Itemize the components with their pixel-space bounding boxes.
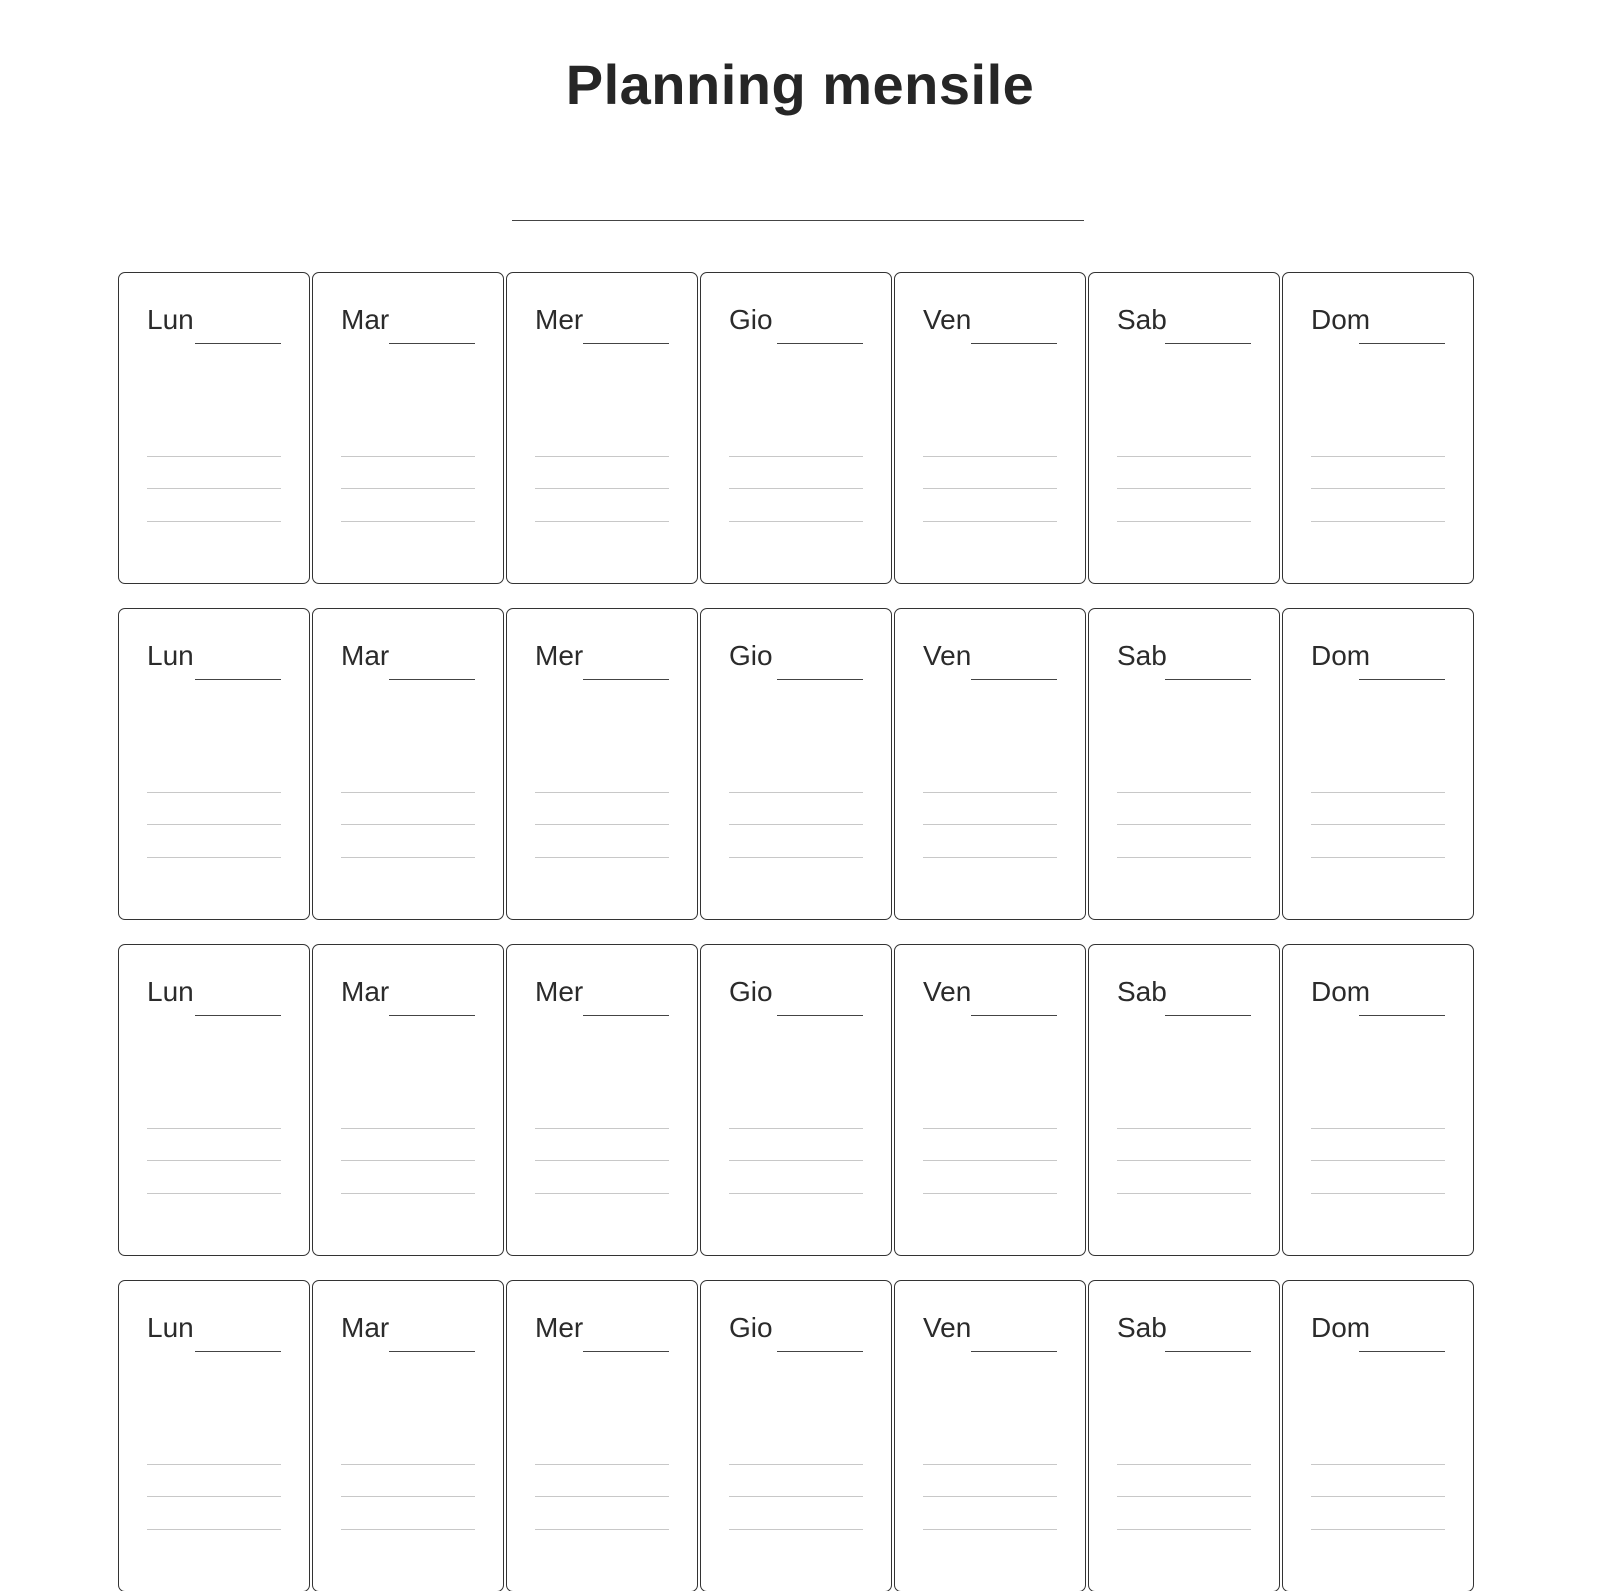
day-label: Sab [1117,640,1167,671]
note-line[interactable] [341,857,475,858]
date-line[interactable] [583,343,669,344]
date-line[interactable] [389,679,475,680]
note-line[interactable] [729,456,863,457]
note-line[interactable] [535,1496,669,1497]
note-line[interactable] [535,1128,669,1129]
day-cell[interactable] [506,944,698,1256]
day-cell[interactable] [312,272,504,584]
note-line[interactable] [1117,824,1251,825]
date-line[interactable] [389,1015,475,1016]
note-line[interactable] [535,488,669,489]
day-cell[interactable] [1088,944,1280,1256]
note-line[interactable] [729,1529,863,1530]
note-line[interactable] [535,1464,669,1465]
note-line[interactable] [729,521,863,522]
day-label: Dom [1311,640,1371,671]
day-cell[interactable] [1088,608,1280,920]
day-label: Mar [341,640,390,671]
note-line[interactable] [923,1128,1057,1129]
date-line[interactable] [583,1351,669,1352]
note-line[interactable] [1117,792,1251,793]
date-line[interactable] [971,679,1057,680]
month-grid [118,272,1478,1591]
day-label: Mer [535,640,584,671]
day-label: Gio [729,976,773,1007]
note-line[interactable] [147,488,281,489]
page-title: Planning mensile [565,53,1035,116]
day-cell[interactable] [894,1280,1086,1591]
note-line[interactable] [1311,1193,1445,1194]
note-line[interactable] [341,1160,475,1161]
day-label: Mer [535,1312,584,1343]
note-line[interactable] [729,1496,863,1497]
note-line[interactable] [923,1464,1057,1465]
note-line[interactable] [923,521,1057,522]
note-line[interactable] [729,792,863,793]
note-line[interactable] [535,857,669,858]
date-line[interactable] [1359,1351,1445,1352]
note-line[interactable] [1117,1496,1251,1497]
note-line[interactable] [147,456,281,457]
note-line[interactable] [535,1160,669,1161]
day-cell[interactable] [894,944,1086,1256]
date-line[interactable] [1165,343,1251,344]
date-line[interactable] [1165,679,1251,680]
week-row [118,272,1478,584]
note-line[interactable] [341,521,475,522]
note-line[interactable] [535,521,669,522]
day-label: Mer [535,304,584,335]
day-cell[interactable] [1282,272,1474,584]
day-cell[interactable] [118,944,310,1256]
note-line[interactable] [1311,824,1445,825]
day-cell[interactable] [1282,944,1474,1256]
note-line[interactable] [1311,1128,1445,1129]
note-line[interactable] [147,1496,281,1497]
day-cell[interactable] [118,608,310,920]
date-line[interactable] [195,1351,281,1352]
note-line[interactable] [1117,1160,1251,1161]
note-line[interactable] [147,1464,281,1465]
day-cell[interactable] [894,272,1086,584]
day-label: Ven [923,1312,972,1343]
note-line[interactable] [341,1128,475,1129]
day-label: Sab [1117,976,1167,1007]
note-line[interactable] [1311,521,1445,522]
day-label: Sab [1117,304,1167,335]
note-line[interactable] [1117,1529,1251,1530]
date-line[interactable] [583,679,669,680]
day-label: Mer [535,976,584,1007]
note-line[interactable] [1311,1160,1445,1161]
date-line[interactable] [777,679,863,680]
note-line[interactable] [923,824,1057,825]
note-line[interactable] [1311,857,1445,858]
note-line[interactable] [1311,1496,1445,1497]
week-row [118,1280,1478,1591]
day-cell[interactable] [894,608,1086,920]
note-line[interactable] [1117,1193,1251,1194]
note-line[interactable] [147,792,281,793]
note-line[interactable] [1117,1464,1251,1465]
note-line[interactable] [535,792,669,793]
date-line[interactable] [971,1351,1057,1352]
note-line[interactable] [1117,488,1251,489]
note-line[interactable] [147,857,281,858]
date-line[interactable] [1359,1015,1445,1016]
note-line[interactable] [923,1529,1057,1530]
note-line[interactable] [729,1128,863,1129]
note-line[interactable] [535,456,669,457]
note-line[interactable] [729,1464,863,1465]
note-line[interactable] [147,1193,281,1194]
note-line[interactable] [923,1193,1057,1194]
day-cell[interactable] [506,1280,698,1591]
day-cell[interactable] [1282,608,1474,920]
note-line[interactable] [923,488,1057,489]
note-line[interactable] [729,488,863,489]
day-label: Ven [923,304,972,335]
note-line[interactable] [1311,456,1445,457]
day-label: Lun [147,640,194,671]
day-label: Gio [729,640,773,671]
date-line[interactable] [1359,343,1445,344]
note-line[interactable] [1311,1529,1445,1530]
date-line[interactable] [971,1015,1057,1016]
date-line[interactable] [1165,1015,1251,1016]
week-row [118,608,1478,920]
day-cell[interactable] [1088,272,1280,584]
day-label: Dom [1311,976,1371,1007]
date-line[interactable] [195,343,281,344]
note-line[interactable] [147,521,281,522]
note-line[interactable] [1117,1128,1251,1129]
note-line[interactable] [1117,456,1251,457]
note-line[interactable] [923,1496,1057,1497]
day-label: Ven [923,976,972,1007]
day-cell[interactable] [700,944,892,1256]
note-line[interactable] [923,857,1057,858]
note-line[interactable] [1117,521,1251,522]
note-line[interactable] [1311,1464,1445,1465]
note-line[interactable] [341,456,475,457]
date-line[interactable] [389,343,475,344]
note-line[interactable] [729,857,863,858]
note-line[interactable] [341,1496,475,1497]
day-label: Lun [147,1312,194,1343]
date-line[interactable] [777,343,863,344]
note-line[interactable] [535,1529,669,1530]
date-line[interactable] [195,1015,281,1016]
day-cell[interactable] [312,1280,504,1591]
day-cell[interactable] [1282,1280,1474,1591]
day-label: Ven [923,640,972,671]
note-line[interactable] [1311,792,1445,793]
date-line[interactable] [389,1351,475,1352]
date-line[interactable] [777,1015,863,1016]
day-cell[interactable] [312,608,504,920]
note-line[interactable] [341,1193,475,1194]
note-line[interactable] [341,824,475,825]
note-line[interactable] [729,1160,863,1161]
week-row [118,944,1478,1256]
day-cell[interactable] [506,608,698,920]
day-label: Dom [1311,1312,1371,1343]
note-line[interactable] [535,1193,669,1194]
note-line[interactable] [729,824,863,825]
day-cell[interactable] [700,608,892,920]
day-cell[interactable] [700,1280,892,1591]
date-line[interactable] [971,343,1057,344]
note-line[interactable] [147,824,281,825]
date-line[interactable] [1165,1351,1251,1352]
note-line[interactable] [341,488,475,489]
date-line[interactable] [195,679,281,680]
day-cell[interactable] [506,272,698,584]
note-line[interactable] [535,824,669,825]
date-line[interactable] [583,1015,669,1016]
day-label: Sab [1117,1312,1167,1343]
month-name-line[interactable] [512,220,1084,221]
day-label: Mar [341,1312,390,1343]
note-line[interactable] [1117,857,1251,858]
note-line[interactable] [147,1529,281,1530]
day-cell[interactable] [1088,1280,1280,1591]
note-line[interactable] [147,1128,281,1129]
day-label: Gio [729,304,773,335]
note-line[interactable] [341,792,475,793]
note-line[interactable] [147,1160,281,1161]
day-label: Lun [147,976,194,1007]
day-label: Mar [341,976,390,1007]
note-line[interactable] [923,456,1057,457]
note-line[interactable] [923,1160,1057,1161]
day-label: Gio [729,1312,773,1343]
date-line[interactable] [1359,679,1445,680]
note-line[interactable] [341,1464,475,1465]
day-cell[interactable] [700,272,892,584]
note-line[interactable] [1311,488,1445,489]
day-label: Mar [341,304,390,335]
day-label: Dom [1311,304,1371,335]
date-line[interactable] [777,1351,863,1352]
day-cell[interactable] [118,1280,310,1591]
note-line[interactable] [729,1193,863,1194]
note-line[interactable] [341,1529,475,1530]
day-label: Lun [147,304,194,335]
note-line[interactable] [923,792,1057,793]
day-cell[interactable] [118,272,310,584]
day-cell[interactable] [312,944,504,1256]
